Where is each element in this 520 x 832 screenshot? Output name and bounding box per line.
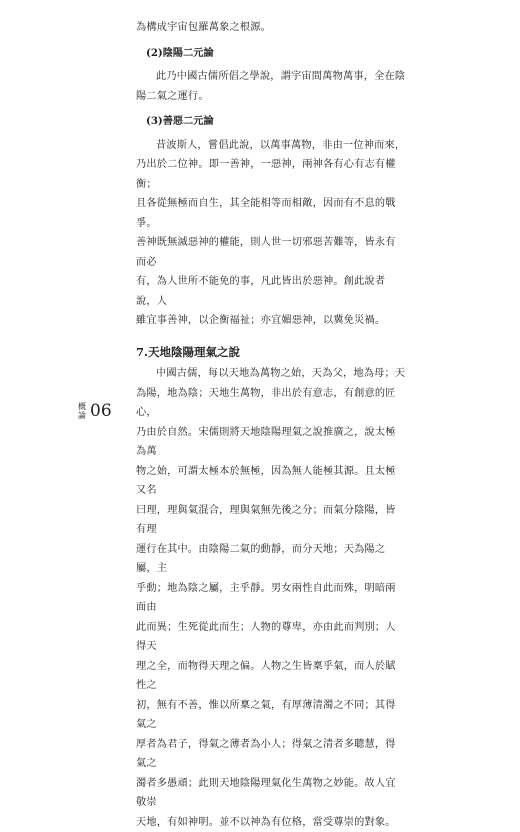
chapter-title: 7.天地陰陽理氣之說 [136, 343, 406, 363]
chapter-line: 為陽，地為陰；天地生萬物，非出於有意志，有創意的匠心， [136, 384, 406, 423]
section-yinyang-line: 此乃中國古儒所倡之學說，謂宇宙間萬物萬事，全在陰 [136, 67, 406, 87]
chapter-line: 曰理，理與氣混合，理與氣無先後之分；而氣分陰陽，皆有理 [136, 501, 406, 540]
chapter-line: 中國古儒，每以天地為萬物之始，天為父，地為母；天 [136, 364, 406, 384]
section-good-evil-line: 昔波斯人，嘗倡此說，以萬事萬物，非由一位神而來， [136, 136, 406, 156]
chapter-line: 厚者為君子，得氣之薄者為小人；得氣之清者多聰慧，得氣之 [136, 735, 406, 774]
chapter-line: 運行在其中。由陰陽二氣的動靜，而分天地；天為陽之屬，主 [136, 540, 406, 579]
chapter-line: 物之始，可謂太極本於無極，因為無人能極其源。且太極又名 [136, 462, 406, 501]
page-footer [78, 402, 112, 420]
intro-line: 為構成宇宙包羅萬象之根源。 [136, 18, 406, 38]
running-footer-label: 概論 [78, 402, 87, 420]
section-good-evil-line: 善神既無滅惡神的權能，則人世一切邪惡苦難等，皆永有而必 [136, 233, 406, 272]
section-heading-yinyang: (2)陰陽二元論 [136, 44, 406, 64]
section-good-evil-line: 乃出於二位神。即一善神，一惡神，兩神各有心有志有權衡； [136, 155, 406, 194]
page-body [136, 18, 406, 832]
chapter-line: 此而異；生死從此而生；人物的尊卑，亦由此而判別；人得天 [136, 618, 406, 657]
chapter-line: 天地，有如神明。並不以神為有位格，當受尊崇的對象。 [136, 813, 406, 832]
section-good-evil-line: 有，為人世所不能免的事，凡此皆出於惡神。創此說者說，人 [136, 272, 406, 311]
chapter-line: 初，無有不善，惟以所稟之氣，有厚薄清濁之不同；其得氣之 [136, 696, 406, 735]
section-yinyang-line: 陽二氣之運行。 [136, 87, 406, 107]
section-good-evil-line: 雖宜事善神，以企衡福祉；亦宜媚惡神，以冀免災禍。 [136, 311, 406, 331]
chapter-line: 理之全，而物得天理之偏。人物之生皆稟乎氣，而人於賦性之 [136, 657, 406, 696]
section-good-evil-line: 且各從無極而自生，其全能相等而相敵，因而有不息的戰爭。 [136, 194, 406, 233]
chapter-line: 乃由於自然。宋儒則將天地陰陽理氣之說推廣之，說太極為萬 [136, 423, 406, 462]
chapter-line: 濁者多愚頑；此則天地陰陽理氣化生萬物之妙能。故人宜敬崇 [136, 774, 406, 813]
page-number: 06 [90, 402, 112, 420]
chapter-line: 乎動；地為陰之屬，主乎靜。男女兩性自此而殊，明暗兩面由 [136, 579, 406, 618]
section-heading-good-evil: (3)善惡二元論 [136, 112, 406, 132]
